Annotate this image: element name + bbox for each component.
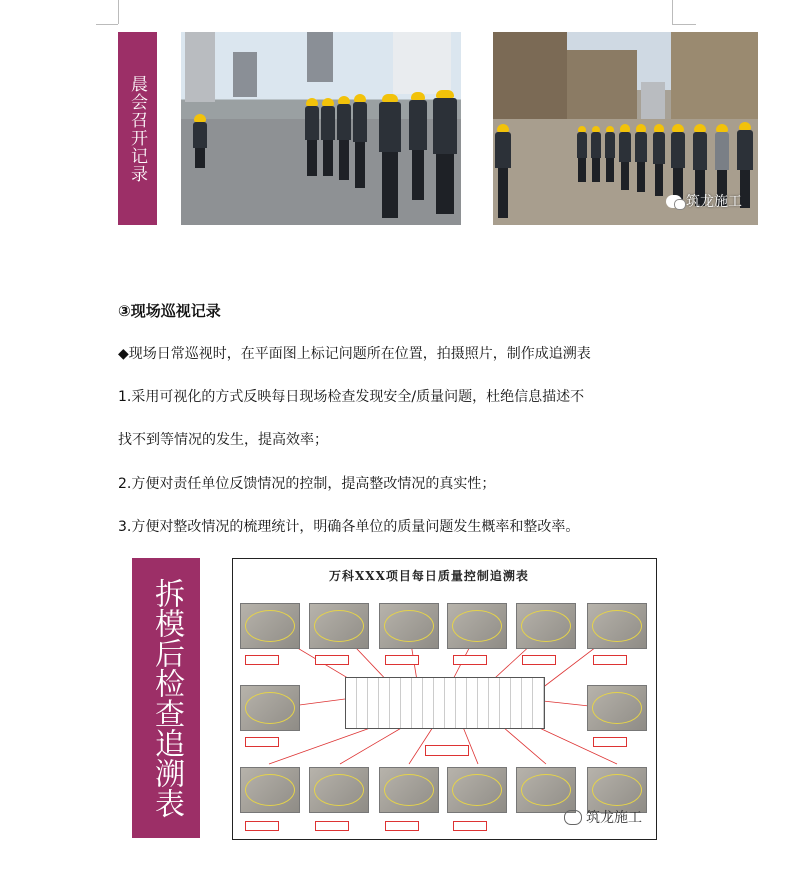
defect-tag [593, 655, 627, 665]
watermark-text: 筑龙施工 [686, 194, 742, 210]
defect-photo [447, 603, 507, 649]
wechat-icon [564, 810, 582, 825]
morning-meeting-label-text: 晨会召开记录 [127, 74, 147, 183]
paragraph: 找不到等情况的发生，提高效率； [118, 432, 328, 448]
worker [321, 98, 335, 176]
morning-meeting-label [118, 32, 157, 225]
worker [653, 124, 665, 196]
defect-photo [447, 767, 507, 813]
building [185, 32, 215, 102]
defect-tag [385, 655, 419, 665]
worker [379, 94, 401, 218]
worker [635, 124, 647, 192]
paragraph: 3.方便对整改情况的梳理统计，明确各单位的质量问题发生概率和整改率。 [118, 519, 580, 535]
trace-table-label-text: 拆模后检查追溯表 [149, 578, 184, 818]
worker [619, 124, 631, 190]
morning-meeting-photo-2 [493, 32, 758, 225]
paragraph: 1.采用可视化的方式反映每日现场检查发现安全/质量问题，杜绝信息描述不 [118, 389, 585, 405]
defect-tag [453, 821, 487, 831]
defect-photo [240, 767, 300, 813]
worker [305, 98, 319, 176]
floor-plan [345, 677, 545, 729]
building [641, 82, 665, 122]
worker [591, 126, 601, 182]
trace-table-title: 万科XXX项目每日质量控制追溯表 [329, 569, 529, 583]
defect-photo [309, 767, 369, 813]
worker [193, 114, 207, 168]
defect-tag [315, 821, 349, 831]
crop-mark-left-horizontal [96, 24, 118, 25]
defect-tag [522, 655, 556, 665]
watermark [564, 807, 642, 827]
worker [495, 124, 511, 218]
crop-mark-left [118, 0, 119, 24]
wechat-icon [666, 195, 682, 208]
section-heading: ③现场巡视记录 [118, 302, 221, 320]
paragraph: ◆现场日常巡视时，在平面图上标记问题所在位置，拍摄照片，制作成追溯表 [118, 346, 591, 362]
watermark-text: 筑龙施工 [586, 810, 642, 826]
building [307, 32, 333, 82]
morning-meeting-photo-1 [181, 32, 461, 225]
trace-table-label [132, 558, 200, 838]
defect-tag [245, 821, 279, 831]
worker [605, 126, 615, 182]
defect-tag [245, 737, 279, 747]
defect-photo [240, 603, 300, 649]
defect-tag [593, 737, 627, 747]
worker [353, 94, 367, 188]
crop-mark-right-horizontal [672, 24, 696, 25]
building [393, 32, 451, 94]
defect-photo [587, 685, 647, 731]
defect-photo [240, 685, 300, 731]
defect-tag [245, 655, 279, 665]
trace-table-image [232, 558, 657, 840]
defect-photo [587, 603, 647, 649]
worker [409, 92, 427, 200]
defect-tag [315, 655, 349, 665]
defect-photo [379, 767, 439, 813]
defect-tag [385, 821, 419, 831]
watermark [666, 191, 742, 211]
defect-tag [453, 655, 487, 665]
worker [433, 90, 457, 214]
worker [577, 126, 587, 182]
defect-photo [516, 603, 576, 649]
crop-mark-right [672, 0, 673, 24]
defect-photo [309, 603, 369, 649]
defect-photo [379, 603, 439, 649]
paragraph: 2.方便对责任单位反馈情况的控制，提高整改情况的真实性； [118, 476, 496, 492]
building [233, 52, 257, 97]
floor-plan-tag [425, 745, 469, 756]
building [493, 32, 567, 132]
worker [337, 96, 351, 180]
